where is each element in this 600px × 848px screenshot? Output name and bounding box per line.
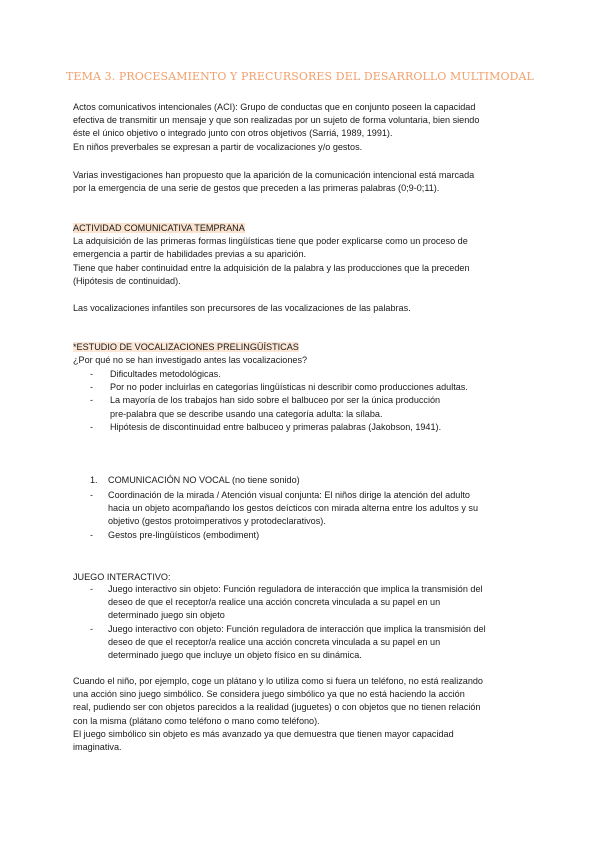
text-line: emergencia a partir de habilidades previas a su aparición. (73, 249, 307, 260)
text-line: efectiva de transmitir un mensaje y que son realizadas por un sujeto de forma voluntaria, bien siendo (73, 115, 480, 126)
comunicacion-bullet-list (90, 489, 530, 542)
text-line: por la emergencia de una serie de gestos que preceden a las primeras palabras (0;9-0;11). (73, 183, 440, 194)
juego-heading: JUEGO INTERACTIVO: (73, 572, 171, 582)
list-item-text: hacia un objeto acompañando los gestos deícticos con mirada alterna entre los adultos y su (108, 503, 479, 514)
list-item (90, 583, 530, 623)
bullet-dash: - (90, 529, 94, 540)
actividad-section (73, 222, 533, 288)
text-line: En niños preverbales se expresan a partir de vocalizaciones y/o gestos. (73, 141, 363, 152)
list-item-text: Dificultades metodológicas. (110, 369, 221, 379)
bullet-dash: - (90, 584, 94, 594)
list-item (90, 489, 530, 529)
list-item-text: Coordinación de la mirada / Atención visual conjunta: El niños dirige la atención del adulto (108, 490, 470, 500)
list-item (73, 368, 533, 381)
question-line: ¿Por qué no se han investigado antes las vocalizaciones? (73, 355, 308, 366)
text-line: Actos comunicativos intencionales (ACI): Grupo de conductas que en conjunto poseen la capacidad (73, 102, 476, 112)
list-item-text: deseo de que el receptor/a realice una acción concreta vinculada a su papel en un (108, 597, 441, 608)
list-item-text: determinado juego sin objeto (108, 610, 225, 621)
list-item-text: deseo de que el receptor/a realice una acción concreta vinculada a su papel en un (108, 636, 441, 647)
bullet-dash: - (90, 369, 94, 379)
bullet-dash: - (90, 382, 94, 393)
estudio-section (73, 341, 533, 367)
text-line: imaginativa. (73, 742, 122, 753)
text-line: Cuando el niño, por ejemplo, coge un plátano y lo utiliza como si fuera un teléfono, no está realizando (73, 676, 483, 686)
text-line: (Hipótesis de continuidad). (73, 275, 181, 286)
list-item (73, 381, 533, 394)
page-title: TEMA 3. PROCESAMIENTO Y PRECURSORES DEL DESARROLLO MULTIMODAL (66, 70, 534, 83)
estudio-bullet-list (73, 368, 533, 434)
text-line: éste el único objetivo o integrado junto con otros objetivos (Sarriá, 1989, 1991). (73, 128, 393, 139)
comunicacion-heading: COMUNICACIÓN NO VOCAL (no tiene sonido) (108, 475, 300, 485)
list-item (90, 529, 530, 542)
list-item-text: Gestos pre-lingüísticos (embodiment) (108, 529, 260, 540)
list-item-text: La mayoría de los trabajos han sido sobre el balbuceo por ser la única producción (110, 395, 441, 406)
text-line: con la misma (plátano como teléfono o mano como teléfono). (73, 715, 320, 726)
list-item-text: determinado juego que incluye un objeto físico en su dinámica. (108, 650, 362, 661)
section-heading-actividad: ACTIVIDAD COMUNICATIVA TEMPRANA (73, 223, 245, 233)
list-item-text: Juego interactivo con objeto: Función reguladora de interacción que implica la transmisión del (108, 623, 486, 634)
bullet-dash: - (90, 395, 94, 406)
text-line: Tiene que haber continuidad entre la adquisición de la palabra y las producciones que la preceden (73, 262, 470, 273)
list-item (73, 421, 533, 434)
list-item-text: Por no poder incluirlas en categorías lingüísticas ni describir como producciones adultas. (110, 382, 468, 393)
bullet-dash: - (90, 623, 94, 634)
list-number: 1. (90, 475, 98, 485)
intro-paragraph (73, 101, 533, 154)
section-heading-estudio: *ESTUDIO DE VOCALIZACIONES PRELINGÜÍSTICAS (73, 342, 299, 352)
list-item-text: pre-palabra que se describe usando una categoría adulta: la sílaba. (110, 408, 383, 419)
intro-paragraph-2 (73, 169, 533, 195)
list-item (90, 623, 530, 663)
text-line: Varias investigaciones han propuesto que la aparición de la comunicación intencional está marcada (73, 170, 475, 180)
closing-paragraph (73, 675, 533, 754)
list-item-text: Hipótesis de discontinuidad entre balbuceo y primeras palabras (Jakobson, 1941). (110, 421, 442, 432)
bullet-dash: - (90, 490, 94, 500)
text-line: El juego simbólico sin objeto es más avanzado ya que demuestra que tienen mayor capacidad (73, 728, 454, 739)
list-item (73, 394, 533, 420)
text-line: La adquisición de las primeras formas lingüísticas tiene que poder explicarse como un proceso de (73, 236, 468, 247)
text-line: real, pudiendo ser con objetos parecidos a la realidad (juguetes) o con objetos que no tienen relación (73, 702, 481, 713)
actividad-paragraph-2: Las vocalizaciones infantiles son precursores de las vocalizaciones de las palabras. (73, 303, 411, 313)
bullet-dash: - (90, 421, 94, 432)
juego-bullet-list (90, 583, 530, 662)
text-line: una acción sino juego simbólico. Se considera juego simbólico ya que no está haciendo la acción (73, 689, 465, 700)
list-item-text: Juego interactivo sin objeto: Función reguladora de interacción que implica la transmisión del (108, 584, 483, 594)
list-item-text: objetivo (gestos protoimperativos y protodeclarativos). (108, 516, 326, 527)
